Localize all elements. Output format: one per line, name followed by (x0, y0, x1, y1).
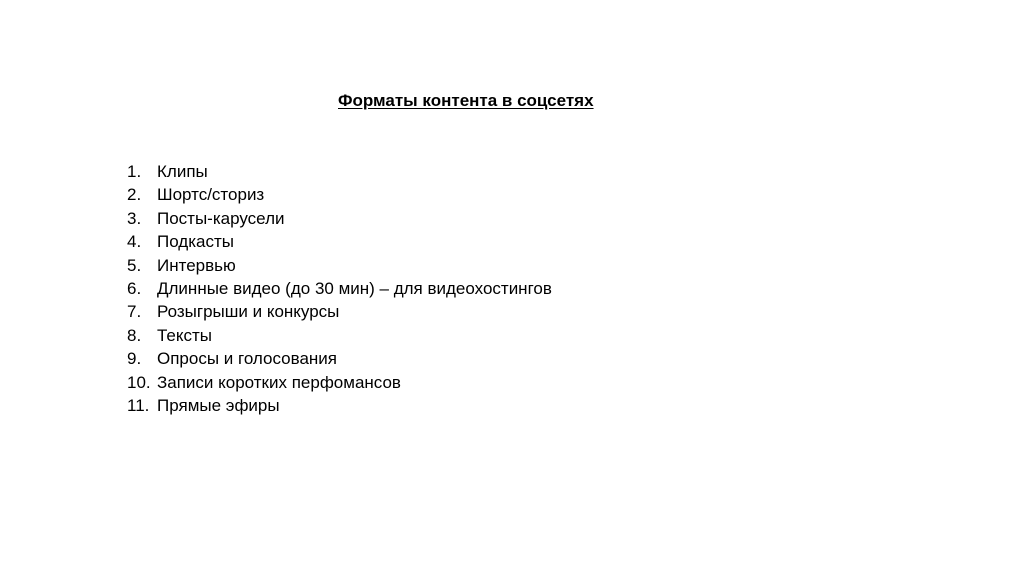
list-item-text: Опросы и голосования (157, 349, 338, 369)
list-item-text: Посты-карусели (157, 208, 285, 228)
list-item (127, 254, 552, 277)
list-item (127, 300, 552, 323)
list-item (127, 230, 552, 253)
list-item-text: Шортс/сториз (157, 185, 265, 205)
list-item-number: 10. (127, 372, 151, 392)
list-item (127, 371, 552, 394)
list-item-text: Интервью (157, 255, 236, 275)
list-item-number: 11. (127, 395, 150, 415)
list-item-number: 8. (127, 325, 142, 345)
list-item-text: Тексты (157, 325, 213, 345)
list-item-text: Розыгрыши и конкурсы (157, 302, 340, 322)
list-item (127, 324, 552, 347)
list-item-number: 9. (127, 349, 142, 369)
list-item-number: 2. (127, 185, 142, 205)
list-item (127, 394, 552, 417)
list-item-number: 4. (127, 232, 142, 252)
list-item (127, 277, 552, 300)
list-item-number: 7. (127, 302, 142, 322)
list-item-number: 5. (127, 255, 142, 275)
list-item (127, 160, 552, 183)
list-item-text: Прямые эфиры (157, 395, 280, 415)
list-item-text: Длинные видео (до 30 мин) – для видеохостингов (157, 278, 552, 298)
list-item (127, 183, 552, 206)
content-format-list (127, 160, 552, 417)
list-item-text: Подкасты (157, 232, 234, 252)
list-item-text: Клипы (157, 162, 208, 181)
slide-title: Форматы контента в соцсетях (338, 91, 594, 110)
list-item (127, 207, 552, 230)
list-item-number: 1. (127, 162, 142, 181)
list-item-number: 3. (127, 208, 142, 228)
list-item-number: 6. (127, 278, 142, 298)
list-item-text: Записи коротких перфомансов (157, 372, 401, 392)
list-item (127, 347, 552, 370)
